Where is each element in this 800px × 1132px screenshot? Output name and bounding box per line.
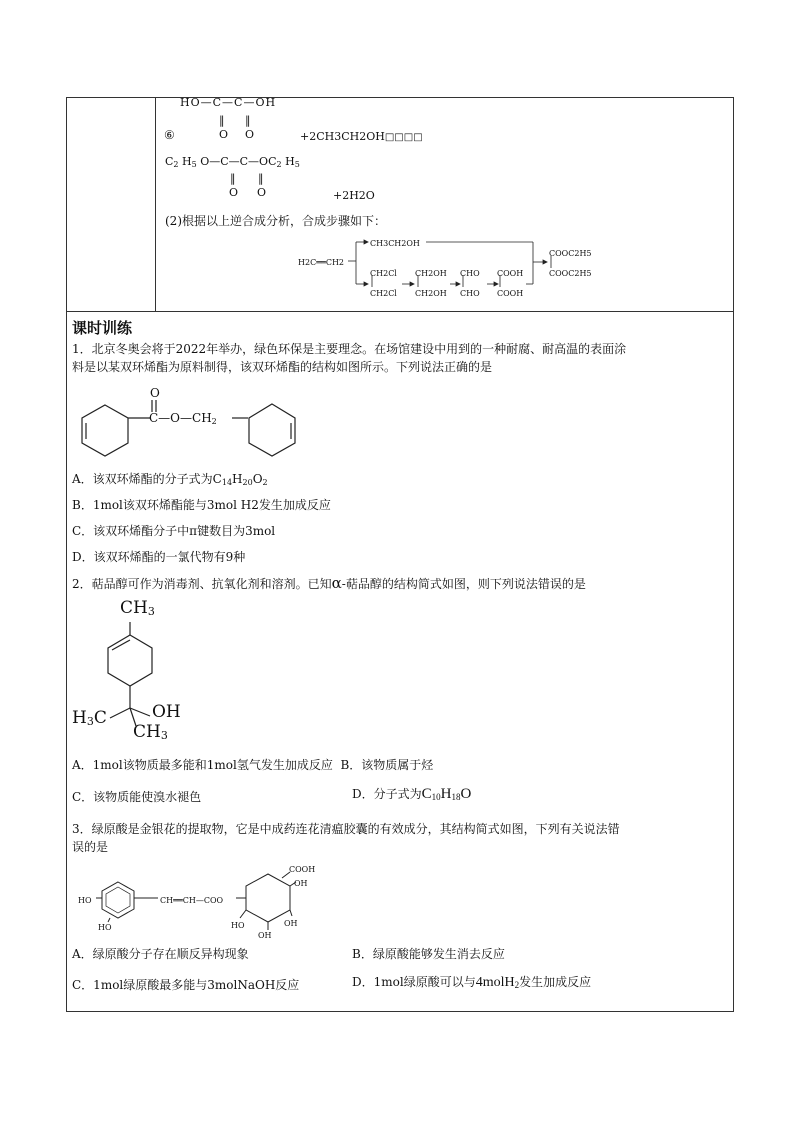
- q1-option-d[interactable]: D．该双环烯酯的一氯代物有9种: [72, 550, 246, 564]
- dichloro-top-label: CH2Cl: [370, 269, 397, 278]
- ester-bottom-label: COOC2H5: [549, 269, 592, 278]
- glyoxal-bottom-label: CHO: [460, 289, 480, 298]
- section-title: 课时训练: [72, 319, 133, 337]
- dichloro-bottom-label: CH2Cl: [370, 289, 397, 298]
- glyoxal-top-label: CHO: [460, 269, 480, 278]
- water-product: +2H2O: [333, 189, 375, 202]
- q1-ester-linkage: $C—O—CH_2$: [149, 411, 217, 426]
- carboxyl-group: COOH: [289, 865, 316, 874]
- q1-carbonyl-oxygen: O: [150, 386, 160, 400]
- q2-option-b: B．该物质属于烃: [340, 758, 434, 772]
- q3-option-a[interactable]: A．绿原酸分子存在顺反异构现象: [72, 947, 249, 961]
- phenol-oh-1: HO: [78, 896, 92, 905]
- table-column-divider: [155, 97, 156, 311]
- q2-option-d[interactable]: D．分子式为$C_{10}H_{18}O$: [352, 786, 472, 802]
- double-bond-mark: ‖: [258, 172, 264, 185]
- table-row-divider: [66, 311, 734, 312]
- oxalic-bottom-label: COOH: [497, 289, 524, 298]
- reaction-number: ⑥: [164, 128, 175, 142]
- oxalic-top-label: COOH: [497, 269, 524, 278]
- diol-top-label: CH2OH: [415, 269, 447, 278]
- q1-stem-line2: 料是以某双环烯酯为原料制得，该双环烯酯的结构如图所示。下列说法正确的是: [72, 360, 493, 374]
- methyl-left: $H_3C$: [72, 708, 107, 728]
- ring-hydroxyl-right: OH: [284, 919, 298, 928]
- phenol-oh-2: HO: [98, 923, 112, 932]
- q2-option-a[interactable]: A．1mol该物质最多能和1mol氢气发生加成反应 B．该物质属于烃: [72, 758, 434, 772]
- q1-stem-line1: 1．北京冬奥会将于2022年举办，绿色环保是主要理念。在场馆建设中用到的一种耐腐、耐高温的表面涂: [72, 342, 627, 356]
- ring-hydroxyl-left: HO: [231, 921, 245, 930]
- carbonyl-oxygen: O: [229, 186, 239, 199]
- ring-hydroxyl-bottom: OH: [258, 931, 272, 940]
- q1-option-b[interactable]: B．1mol该双环烯酯能与3mol H2发生加成反应: [72, 498, 331, 512]
- carbonyl-oxygen: O: [245, 128, 255, 141]
- alpha-symbol: α: [331, 574, 342, 592]
- vinyl-ester-chain: CH══CH—COO: [160, 896, 224, 905]
- q2-stem: 2．萜品醇可作为消毒剂、抗氧化剂和溶剂。已知α-萜品醇的结构简式如图，则下列说法错误的是: [72, 574, 586, 592]
- diethyl-oxalate-formula: $C_2$ $H_5$ $O—C—C—OC_2$ $H_5$: [165, 155, 300, 169]
- q3-option-d[interactable]: D．1mol绿原酸可以与4molH$_2$发生加成反应: [352, 975, 592, 990]
- q3-option-b[interactable]: B．绿原酸能够发生消去反应: [352, 947, 505, 961]
- q1-option-a[interactable]: A．该双环烯酯的分子式为$C_{14}H_{20}O_2$: [72, 472, 268, 487]
- diol-bottom-label: CH2OH: [415, 289, 447, 298]
- oxalic-acid-formula: HO—C—C—OH: [180, 96, 277, 109]
- q3-option-c[interactable]: C．1mol绿原酸最多能与3molNaOH反应: [72, 978, 300, 992]
- methyl-bottom: $CH_3$: [133, 722, 168, 742]
- q1-option-c[interactable]: C．该双环烯酯分子中π键数目为3mol: [72, 524, 276, 538]
- ethanol-reagent: +2CH3CH2OH□□□□: [300, 130, 423, 143]
- double-bond-mark: ‖: [230, 172, 236, 185]
- hydroxyl-group: OH: [152, 702, 181, 722]
- q3-stem-line1: 3．绿原酸是金银花的提取物，它是中成药连花清瘟胶囊的有效成分，其结构简式如图，下列有关说法错: [72, 822, 620, 836]
- ethylene-label: H2C══CH2: [298, 258, 345, 267]
- q2-option-c[interactable]: C．该物质能使溴水褪色: [72, 790, 202, 804]
- ester-top-label: COOC2H5: [549, 249, 592, 258]
- ring-hydroxyl: OH: [294, 879, 308, 888]
- carbonyl-oxygen: O: [257, 186, 267, 199]
- double-bond-mark: ‖: [219, 114, 225, 127]
- methyl-top: $CH_3$: [120, 598, 155, 618]
- synthesis-step-text: (2)根据以上逆合成分析，合成步骤如下：: [165, 214, 386, 228]
- ethanol-label: CH3CH2OH: [370, 239, 420, 248]
- q3-stem-line2: 误的是: [72, 840, 109, 854]
- double-bond-mark: ‖: [245, 114, 251, 127]
- carbonyl-oxygen: O: [219, 128, 229, 141]
